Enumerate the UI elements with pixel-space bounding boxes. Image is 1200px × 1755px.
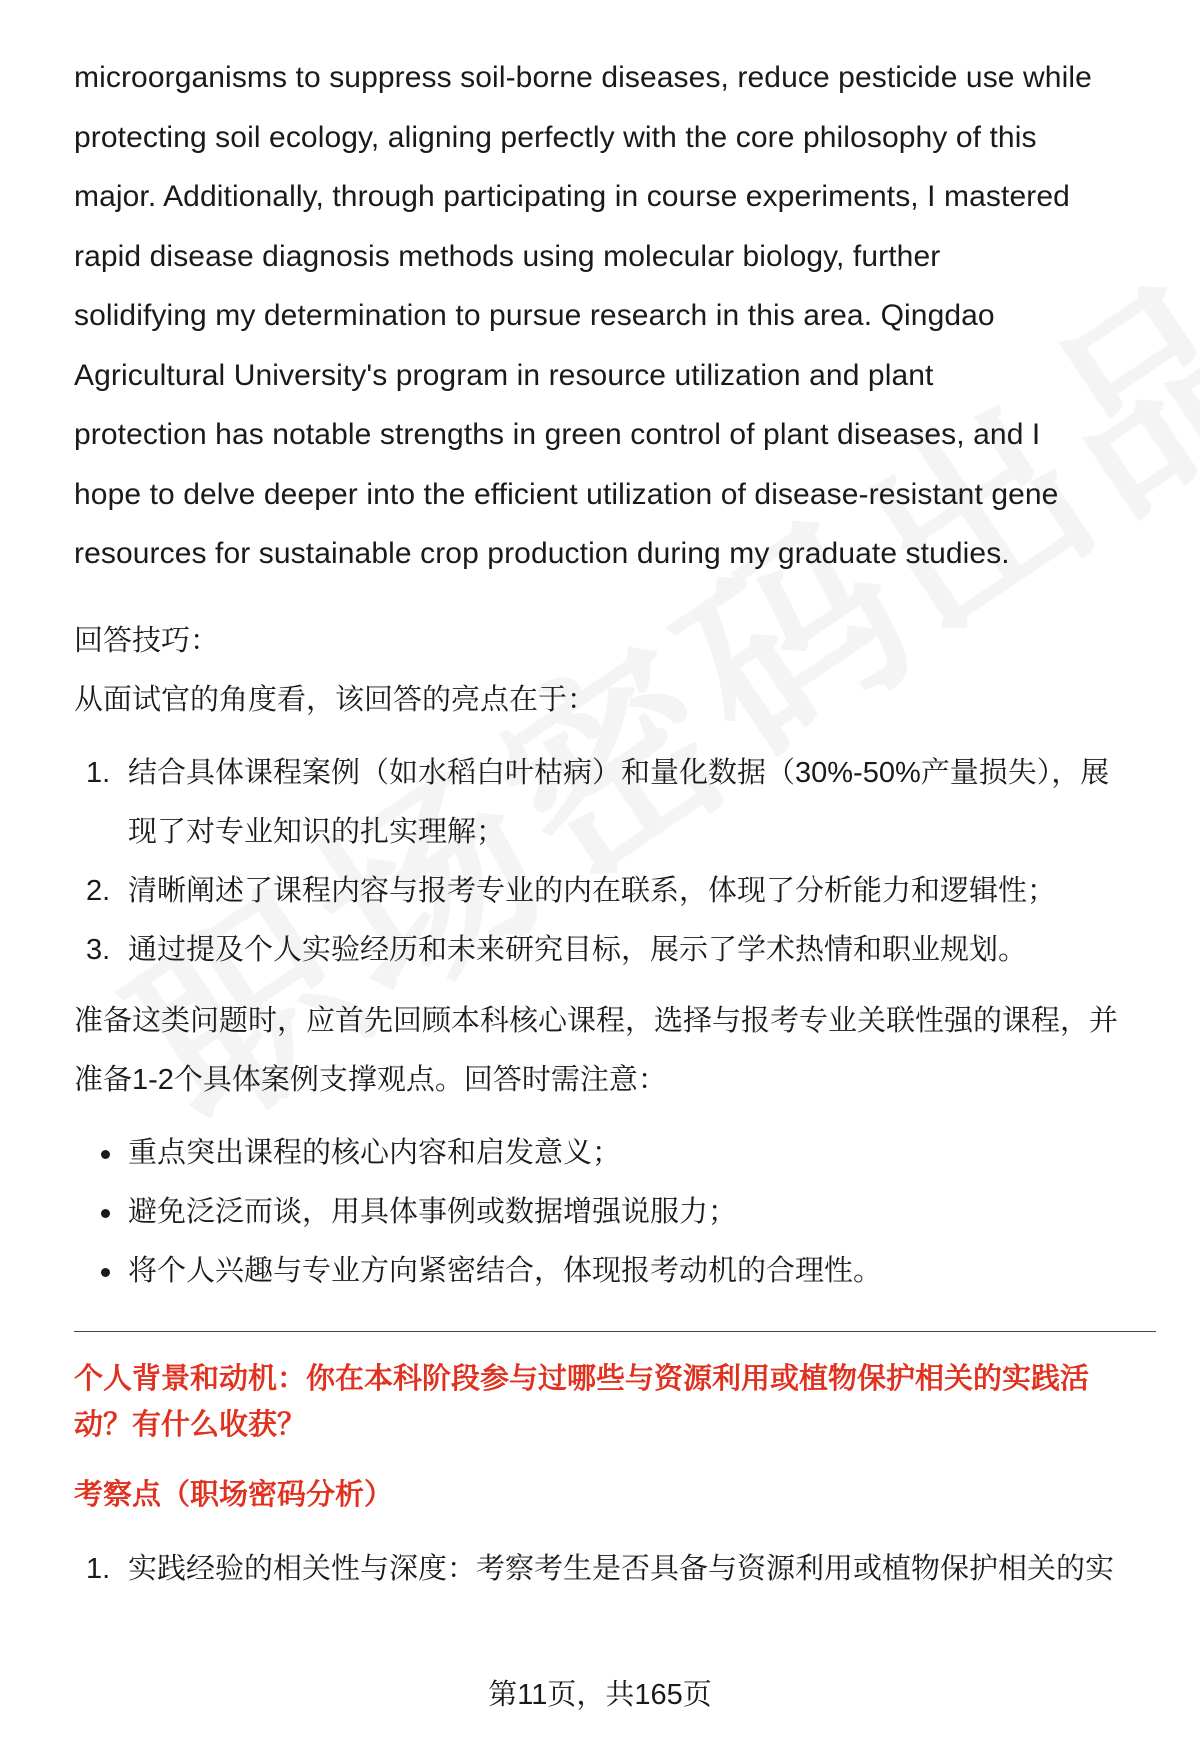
english-paragraph xyxy=(74,48,1156,584)
paragraph-line: 准备这类问题时，应首先回顾本科核心课程，选择与报考专业关联性强的课程，并 xyxy=(74,1004,1119,1037)
list-item xyxy=(74,1540,1156,1599)
paragraph-line: hope to delve deeper into the efficient utilization of disease-resistant gene xyxy=(74,477,1059,511)
paragraph-line: protection has notable strengths in green control of plant diseases, and I xyxy=(74,418,1041,451)
list-item-line: 通过提及个人实验经历和未来研究目标，展示了学术热情和职业规划。 xyxy=(128,933,1028,966)
list-number: 3. xyxy=(86,933,111,966)
paragraph-line: major. Additionally, through participating in course experiments, I mastered xyxy=(74,180,1070,213)
paragraph-line: resources for sustainable crop production during my graduate studies. xyxy=(74,537,1010,570)
bullet-text: 避免泛泛而谈，用具体事例或数据增强说服力； xyxy=(128,1195,738,1228)
question-heading xyxy=(74,1356,1156,1448)
paragraph-line: rapid disease diagnosis methods using molecular biology, further xyxy=(74,239,941,273)
list-item xyxy=(74,862,1156,921)
list-number: 1. xyxy=(86,756,111,789)
question-line: 动？有什么收获？ xyxy=(74,1408,307,1441)
prep-paragraph xyxy=(74,992,1156,1110)
analysis-heading: 考察点（职场密码分析） xyxy=(74,1478,394,1511)
highlights-list xyxy=(74,744,1156,980)
notes-list xyxy=(74,1124,1156,1301)
list-number: 2. xyxy=(86,874,111,907)
bullet-item xyxy=(74,1242,1156,1301)
paragraph-line: 准备1-2个具体案例支撑观点。回答时需注意： xyxy=(74,1063,667,1096)
list-number: 1. xyxy=(86,1552,111,1585)
list-item-line: 现了对专业知识的扎实理解； xyxy=(128,815,506,848)
bullet-icon xyxy=(101,1268,110,1277)
paragraph-line: solidifying my determination to pursue research in this area. Qingdao xyxy=(74,299,995,332)
paragraph-line: protecting soil ecology, aligning perfectly with the core philosophy of this xyxy=(74,120,1037,154)
bullet-item xyxy=(74,1124,1156,1183)
bullet-icon xyxy=(101,1209,110,1218)
tips-intro: 从面试官的角度看，该回答的亮点在于： xyxy=(74,683,597,716)
bullet-text: 将个人兴趣与专业方向紧密结合，体现报考动机的合理性。 xyxy=(128,1254,883,1287)
question-line: 个人背景和动机：你在本科阶段参与过哪些与资源利用或植物保护相关的实践活 xyxy=(74,1362,1090,1395)
section-divider xyxy=(74,1331,1156,1332)
list-item xyxy=(74,921,1156,980)
bullet-item xyxy=(74,1183,1156,1242)
document-page xyxy=(74,48,1156,1599)
list-item-line: 实践经验的相关性与深度：考察考生是否具备与资源利用或植物保护相关的实 xyxy=(128,1552,1115,1585)
list-item xyxy=(74,744,1156,862)
list-item-line: 清晰阐述了课程内容与报考专业的内在联系，体现了分析能力和逻辑性； xyxy=(128,874,1057,907)
bullet-icon xyxy=(101,1150,110,1159)
paragraph-line: Agricultural University's program in resource utilization and plant xyxy=(74,358,934,392)
tips-label: 回答技巧： xyxy=(74,624,220,657)
paragraph-line: microorganisms to suppress soil-borne diseases, reduce pesticide use while xyxy=(74,61,1092,94)
analysis-list xyxy=(74,1540,1156,1599)
list-item-line: 结合具体课程案例（如水稻白叶枯病）和量化数据（30%-50%产量损失），展 xyxy=(128,756,1110,789)
page-footer: 第11页，共165页 xyxy=(488,1679,712,1711)
bullet-text: 重点突出课程的核心内容和启发意义； xyxy=(128,1136,622,1169)
